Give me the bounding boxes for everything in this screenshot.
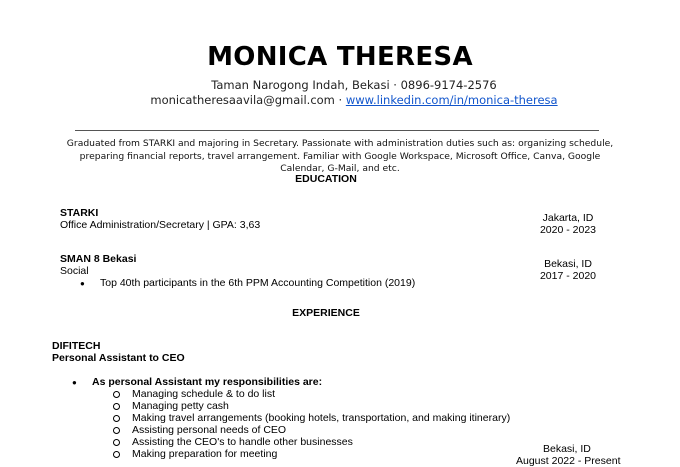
- resume-name: MONICA THERESA: [207, 42, 473, 72]
- duty-item: Making travel arrangements (booking hotels, transportation, and making itinerary): [132, 412, 511, 424]
- hollow-bullet-icon: [113, 403, 120, 410]
- duty-item: Managing petty cash: [132, 400, 229, 412]
- email-text: monicatheresaavila@gmail.com: [150, 93, 335, 107]
- hollow-bullet-icon: [113, 439, 120, 446]
- education-location-2: Bekasi, ID: [544, 258, 592, 270]
- education-heading: EDUCATION: [295, 173, 357, 185]
- linkedin-link[interactable]: www.linkedin.com/in/monica-theresa: [345, 93, 558, 107]
- hollow-bullet-icon: [113, 415, 120, 422]
- experience-location: Bekasi, ID: [543, 443, 591, 455]
- hollow-bullet-icon: [113, 451, 120, 458]
- education-detail-1: Office Administration/Secretary | GPA: 3,63: [60, 219, 261, 231]
- contact-line-email-linkedin: [0, 93, 680, 107]
- education-period-2: 2017 - 2020: [539, 270, 597, 282]
- bullet-icon: ●: [80, 279, 85, 288]
- experience-role: Personal Assistant to CEO: [52, 352, 185, 364]
- duty-item: Managing schedule & to do list: [132, 388, 276, 400]
- experience-company: DIFITECH: [52, 340, 101, 352]
- contact-address-phone: Taman Narogong Indah, Bekasi · 0896-9174-2576: [211, 78, 497, 92]
- header-divider: [75, 130, 599, 131]
- duty-item: Making preparation for meeting: [132, 448, 278, 460]
- experience-heading: EXPERIENCE: [292, 307, 360, 319]
- duty-item: Assisting the CEO's to handle other businesses: [132, 436, 353, 448]
- education-achievement: Top 40th participants in the 6th PPM Accounting Competition (2019): [100, 277, 416, 289]
- experience-period: August 2022 - Present: [516, 455, 621, 467]
- education-detail-2: Social: [60, 265, 89, 277]
- hollow-bullet-icon: [113, 427, 120, 434]
- contact-separator: ·: [334, 93, 346, 107]
- education-school-1: STARKI: [60, 207, 99, 219]
- experience-lead: As personal Assistant my responsibilities are:: [92, 376, 323, 388]
- bullet-icon: ●: [72, 378, 77, 387]
- education-location-1: Jakarta, ID: [542, 212, 594, 224]
- education-period-1: 2020 - 2023: [539, 224, 597, 236]
- profile-summary: Graduated from STARKI and majoring in Secretary. Passionate with administration duties such as: organizing schedule, preparing financial reports, travel arrangement. Familiar with Google Workspace, Microsoft Office, Canva, Google Calendar, G-Mail, and etc.: [66, 138, 614, 174]
- education-school-2: SMAN 8 Bekasi: [60, 253, 137, 265]
- duty-item: Assisting personal needs of CEO: [132, 424, 287, 436]
- hollow-bullet-icon: [113, 391, 120, 398]
